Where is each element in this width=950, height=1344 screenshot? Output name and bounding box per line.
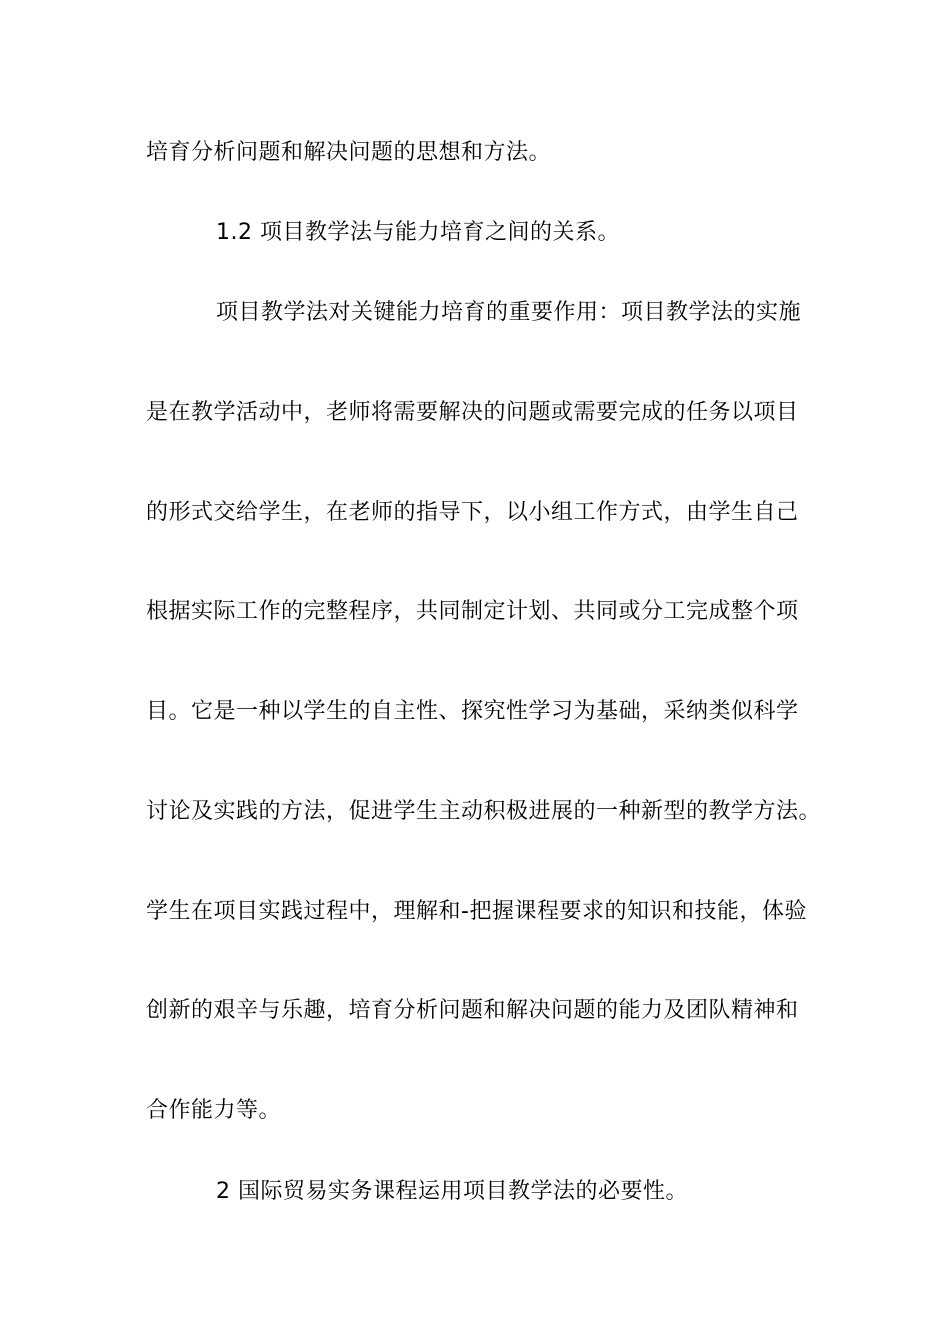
paragraph-line: 项目教学法对关键能力培育的重要作用：项目教学法的实施 [216, 300, 802, 325]
section-heading: 2 国际贸易实务课程运用项目教学法的必要性。 [216, 1179, 688, 1204]
paragraph-line: 创新的艰辛与乐趣，培育分析问题和解决问题的能力及团队精神和 [146, 998, 799, 1023]
paragraph-line: 根据实际工作的完整程序，共同制定计划、共同或分工完成整个项 [146, 599, 799, 624]
paragraph-line: 学生在项目实践过程中，理解和-把握课程要求的知识和技能，体验 [146, 899, 807, 924]
paragraph-line: 讨论及实践的方法，促进学生主动积极进展的一种新型的教学方法。 [146, 799, 822, 824]
paragraph-line: 目。它是一种以学生的自主性、探究性学习为基础，采纳类似科学 [146, 699, 799, 724]
section-heading: 1.2 项目教学法与能力培育之间的关系。 [216, 220, 620, 245]
paragraph-line: 培育分析问题和解决问题的思想和方法。 [146, 140, 552, 165]
paragraph-line: 合作能力等。 [146, 1098, 282, 1123]
paragraph-line: 的形式交给学生，在老师的指导下，以小组工作方式，由学生自己 [146, 500, 799, 525]
paragraph-line: 是在教学活动中，老师将需要解决的问题或需要完成的任务以项目 [146, 400, 799, 425]
